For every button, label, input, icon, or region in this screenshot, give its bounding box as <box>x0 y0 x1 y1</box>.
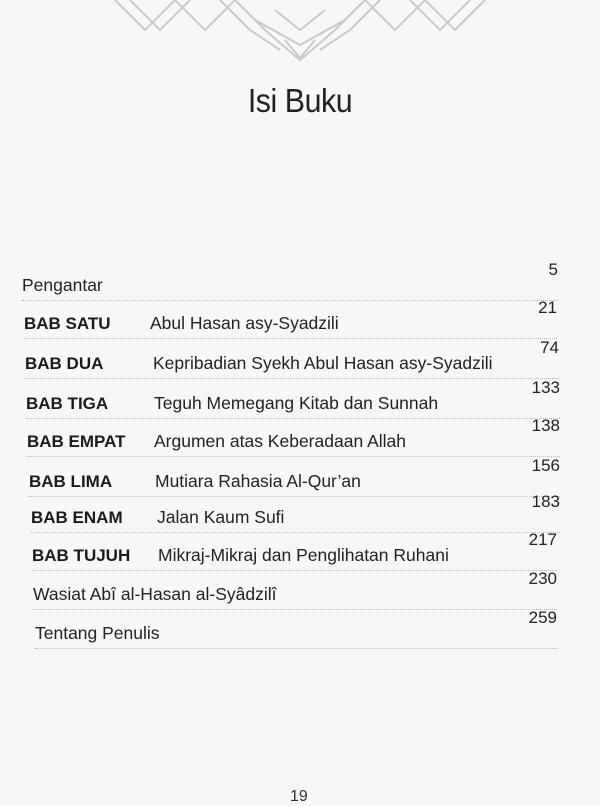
toc-entry-title: Mutiara Rahasia Al-Qur’an <box>155 471 361 491</box>
toc-row <box>22 260 558 301</box>
toc-page-number: 133 <box>531 378 560 397</box>
toc-chapter-label: BAB DUA <box>25 354 104 373</box>
page-number-footer: 19 <box>290 788 308 805</box>
toc-row <box>25 338 559 379</box>
toc-chapter-label: BAB LIMA <box>29 472 113 491</box>
toc-row <box>32 530 557 571</box>
toc-entry-title: Mikraj-Mikraj dan Penglihatan Ruhani <box>158 545 449 565</box>
toc-row <box>27 416 560 457</box>
toc-page-number: 5 <box>548 260 558 279</box>
toc-chapter-label: BAB EMPAT <box>27 432 126 451</box>
toc-chapter-label: BAB SATU <box>24 314 111 333</box>
toc-row <box>33 569 557 610</box>
toc-entry-title: Kepribadian Syekh Abul Hasan asy-Syadzili <box>153 353 493 373</box>
toc-row <box>26 378 560 419</box>
toc-chapter-label: BAB TUJUH <box>32 546 131 565</box>
toc-row <box>29 456 560 497</box>
toc-page-number: 156 <box>531 456 560 475</box>
toc-entry-title: Jalan Kaum Sufi <box>157 507 285 527</box>
toc-page-number: 21 <box>538 298 557 317</box>
toc-chapter-label: BAB TIGA <box>26 394 109 413</box>
toc-page-number: 74 <box>540 338 559 357</box>
page-title: Isi Buku <box>247 82 353 119</box>
toc-page-number: 259 <box>528 608 557 627</box>
toc-page-number: 183 <box>531 492 560 511</box>
toc-entry-title: Wasiat Abî al-Hasan al-Syâdzilî <box>33 584 277 604</box>
toc-row <box>24 298 557 339</box>
toc-page-number: 217 <box>528 530 557 549</box>
toc-page-number: 230 <box>528 569 557 588</box>
toc-entry-title: Argumen atas Keberadaan Allah <box>154 431 406 451</box>
toc-entry-title: Tentang Penulis <box>35 623 160 643</box>
toc-entry-title: Pengantar <box>22 275 103 295</box>
toc-row <box>31 492 560 533</box>
toc-page-number: 138 <box>531 416 560 435</box>
toc-chapter-label: BAB ENAM <box>31 508 123 527</box>
toc-entry-title: Teguh Memegang Kitab dan Sunnah <box>154 393 439 413</box>
toc-row <box>35 608 557 649</box>
toc-entry-title: Abul Hasan asy-Syadzili <box>150 313 339 333</box>
